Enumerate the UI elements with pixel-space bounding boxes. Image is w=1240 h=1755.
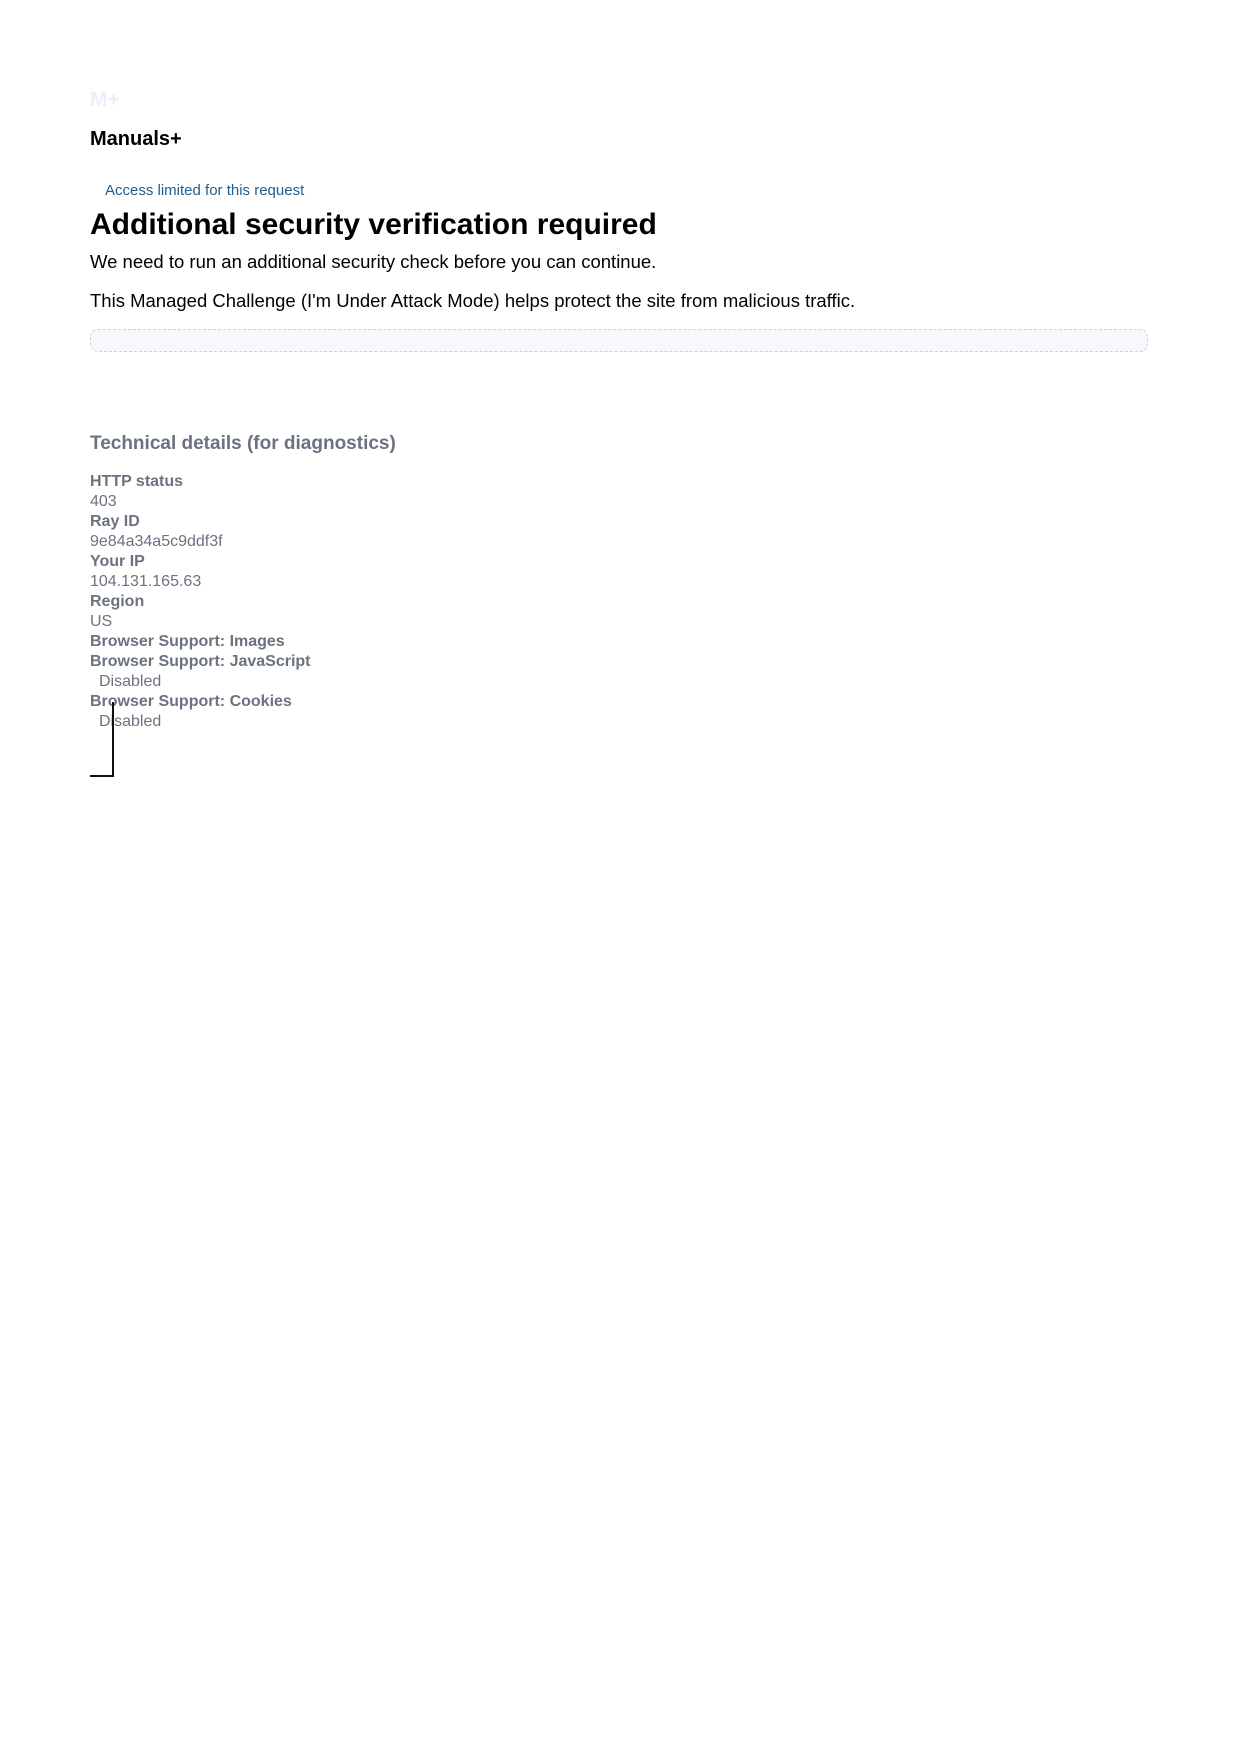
access-limited-note: Access limited for this request xyxy=(105,182,305,199)
challenge-widget-frame[interactable] xyxy=(90,329,1148,352)
detail-value: 9e84a34a5c9ddf3f xyxy=(90,533,223,550)
detail-label: Browser Support: Cookies xyxy=(90,693,292,710)
technical-details xyxy=(90,433,396,732)
explanation-text: This Managed Challenge (I'm Under Attack Mode) helps protect the site from malicious traffic. xyxy=(90,290,856,311)
detail-item-region xyxy=(90,592,396,632)
detail-label: Your IP xyxy=(90,553,145,570)
technical-details-list xyxy=(90,472,396,732)
site-name: Manuals+ xyxy=(90,128,182,150)
detail-label: Region xyxy=(90,593,145,610)
detail-label: Ray ID xyxy=(90,513,140,530)
embedded-frame-outline xyxy=(90,702,114,777)
detail-value: 104.131.165.63 xyxy=(90,573,202,590)
lead-text: We need to run an additional security check before you can continue. xyxy=(90,251,657,272)
detail-label: Browser Support: Images xyxy=(90,633,285,650)
detail-value: Disabled xyxy=(99,673,162,690)
page-title: Additional security verification required xyxy=(90,208,657,241)
detail-item-your-ip xyxy=(90,552,396,592)
site-logo-mark: M+ xyxy=(90,88,120,111)
detail-value: Disabled xyxy=(99,713,162,730)
detail-label: HTTP status xyxy=(90,473,184,490)
detail-item-ray-id xyxy=(90,512,396,552)
detail-item-browser-cookies xyxy=(90,692,396,732)
detail-item-browser-images xyxy=(90,632,396,652)
technical-details-title: Technical details (for diagnostics) xyxy=(90,433,396,454)
detail-label: Browser Support: JavaScript xyxy=(90,653,311,670)
detail-item-browser-javascript xyxy=(90,652,396,692)
detail-value: 403 xyxy=(90,493,117,510)
detail-value: US xyxy=(90,613,113,630)
detail-item-http-status xyxy=(90,472,396,512)
